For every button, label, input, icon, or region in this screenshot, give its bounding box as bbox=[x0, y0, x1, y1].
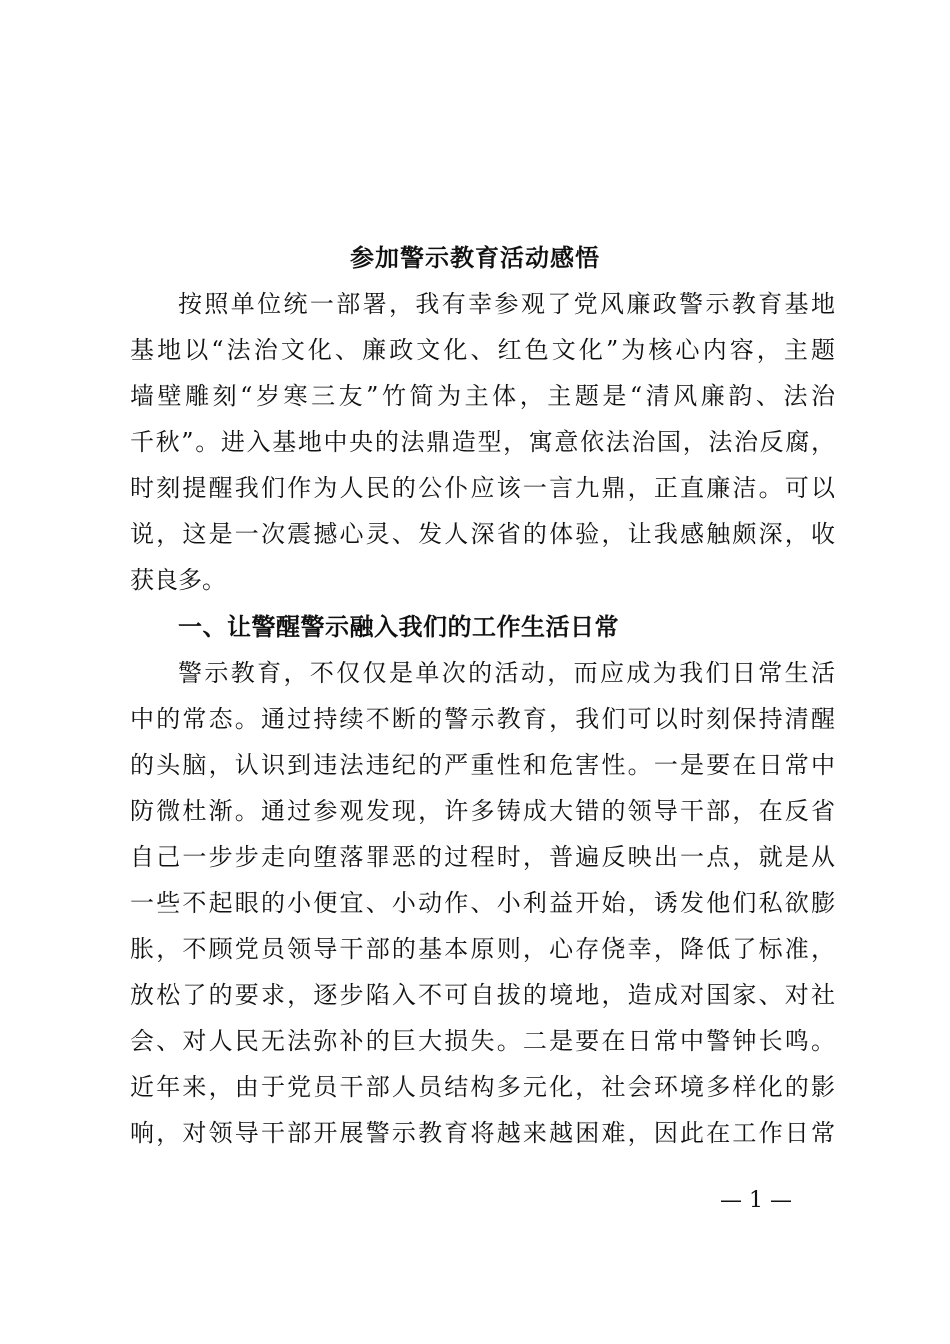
paragraph2-line: 胀，不顾党员领导干部的基本原则，心存侥幸，降低了标准， bbox=[130, 935, 835, 963]
paragraph1-line: 基地以“法治文化、廉政文化、红色文化”为核心内容，主题 bbox=[130, 336, 835, 364]
paragraph2-line: 放松了的要求，逐步陷入不可自拔的境地，造成对国家、对社 bbox=[130, 981, 835, 1009]
paragraph1-line: 说，这是一次震撼心灵、发人深省的体验，让我感触颇深，收 bbox=[130, 520, 835, 548]
paragraph1-line: 墙壁雕刻“岁寒三友”竹简为主体，主题是“清风廉韵、法治 bbox=[130, 382, 835, 410]
paragraph2-line: 会、对人民无法弥补的巨大损失。二是要在日常中警钟长鸣。 bbox=[130, 1027, 835, 1055]
paragraph2-line: 一些不起眼的小便宜、小动作、小利益开始，诱发他们私欲膨 bbox=[130, 889, 835, 917]
paragraph2-line: 响，对领导干部开展警示教育将越来越困难，因此在工作日常 bbox=[130, 1119, 835, 1147]
paragraph2-line: 警示教育，不仅仅是单次的活动，而应成为我们日常生活 bbox=[178, 659, 835, 687]
paragraph2-line: 中的常态。通过持续不断的警示教育，我们可以时刻保持清醒 bbox=[130, 705, 835, 733]
paragraph1-line: 获良多。 bbox=[130, 566, 226, 594]
paragraph2-line: 防微杜渐。通过参观发现，许多铸成大错的领导干部，在反省 bbox=[130, 797, 835, 825]
paragraph2-line: 的头脑，认识到违法违纪的严重性和危害性。一是要在日常中 bbox=[130, 751, 835, 779]
paragraph2-line: 近年来，由于党员干部人员结构多元化，社会环境多样化的影 bbox=[130, 1073, 835, 1101]
paragraph1-line: 时刻提醒我们作为人民的公仆应该一言九鼎，正直廉洁。可以 bbox=[130, 474, 835, 502]
document-title: 参加警示教育活动感悟 bbox=[350, 243, 600, 272]
paragraph1-line: 按照单位统一部署，我有幸参观了党风廉政警示教育基地 bbox=[178, 290, 835, 318]
paragraph2-line: 自己一步步走向堕落罪恶的过程时，普遍反映出一点，就是从 bbox=[130, 843, 835, 871]
page-number: — 1 — bbox=[720, 1188, 792, 1213]
paragraph1-line: 千秋”。进入基地中央的法鼎造型，寓意依法治国，法治反腐， bbox=[130, 428, 835, 456]
section-heading: 一、让警醒警示融入我们的工作生活日常 bbox=[178, 612, 619, 641]
